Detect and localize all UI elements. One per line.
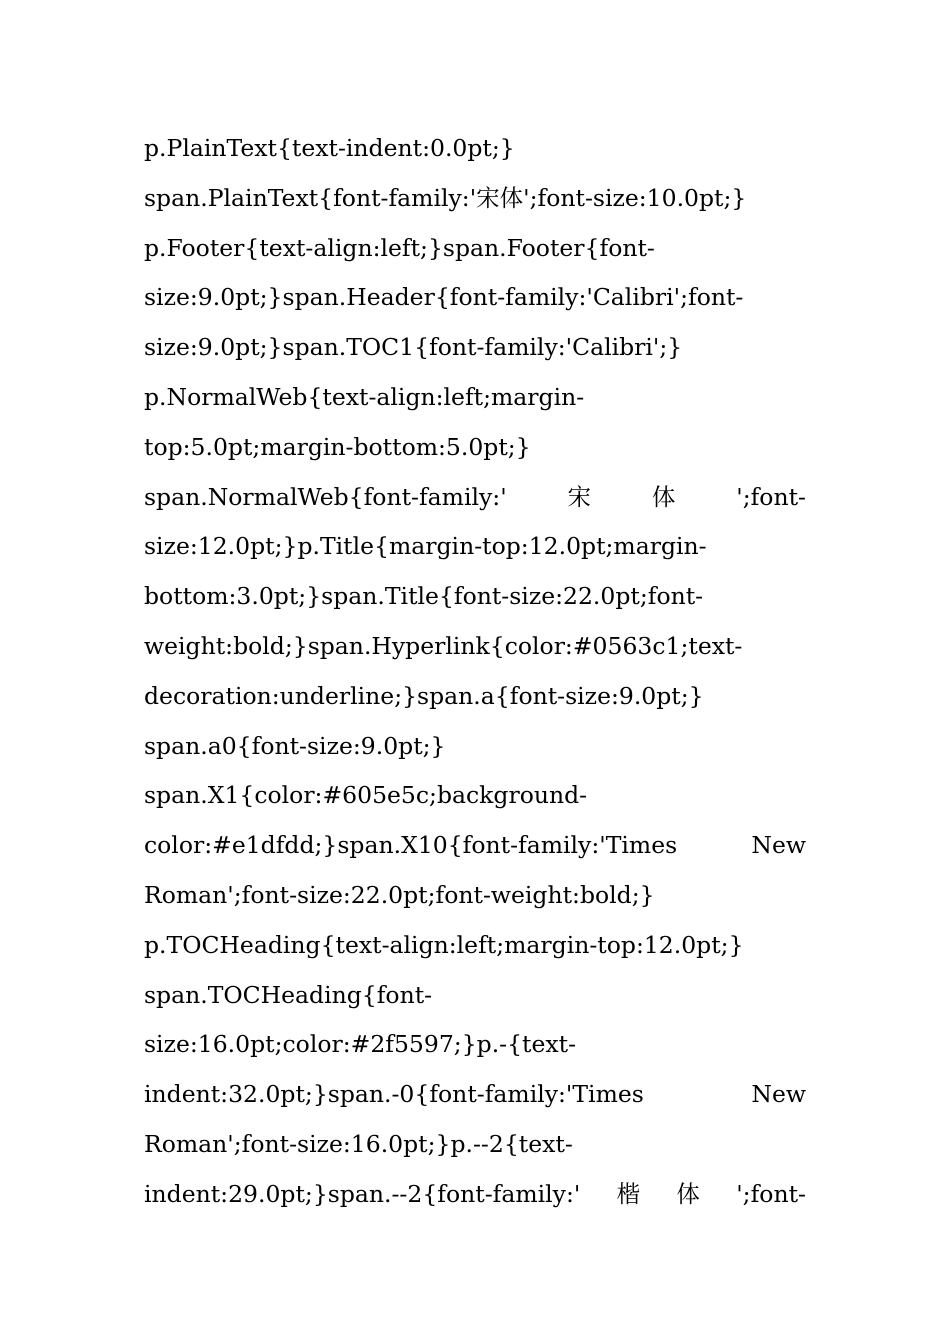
text-line: p.TOCHeading{text-align:left;margin-top:12.0pt;} (144, 930, 744, 959)
text-word: indent:32.0pt;}span.-0{font-family:'Times (144, 1080, 644, 1109)
text-line: span.PlainText{font-family:'宋体';font-size:10.0pt;} (144, 183, 747, 212)
text-line: p.PlainText{text-indent:0.0pt;} (144, 134, 515, 162)
text-line: Roman';font-size:16.0pt;}p.--2{text- (144, 1129, 573, 1158)
text-word: New (751, 1080, 806, 1109)
text-line (144, 1070, 806, 1120)
text-line: p.NormalWeb{text-align:left;margin- (144, 382, 585, 411)
text-line: decoration:underline;}span.a{font-size:9.0pt;} (144, 681, 704, 710)
document-body (144, 124, 806, 1220)
text-line: span.TOCHeading{font- (144, 980, 433, 1009)
text-line (144, 1170, 806, 1220)
text-line: size:12.0pt;}p.Title{margin-top:12.0pt;margin- (144, 532, 707, 561)
text-word: New (751, 831, 806, 860)
text-word: 体 (651, 482, 676, 511)
text-word: ';font- (736, 1179, 806, 1208)
text-line: bottom:3.0pt;}span.Title{font-size:22.0pt;font- (144, 582, 704, 611)
text-line: Roman';font-size:22.0pt;font-weight:bold;} (144, 880, 655, 909)
text-line: span.a0{font-size:9.0pt;} (144, 731, 446, 760)
text-line: size:16.0pt;color:#2f5597;}p.-{text- (144, 1030, 577, 1059)
text-word: 宋 (567, 482, 592, 511)
text-line: size:9.0pt;}span.Header{font-family:'Calibri';font- (144, 283, 744, 312)
text-line: p.Footer{text-align:left;}span.Footer{font- (144, 233, 655, 262)
text-word: 楷 (616, 1179, 641, 1208)
text-line (144, 821, 806, 871)
text-line: top:5.0pt;margin-bottom:5.0pt;} (144, 432, 531, 461)
text-word: 体 (676, 1179, 700, 1208)
text-line: size:9.0pt;}span.TOC1{font-family:'Calibri';} (144, 333, 683, 362)
text-word: span.NormalWeb{font-family:' (144, 482, 507, 511)
text-word: indent:29.0pt;}span.--2{font-family:' (144, 1179, 581, 1208)
text-word: ';font- (736, 482, 806, 511)
text-word: color:#e1dfdd;}span.X10{font-family:'Times (144, 831, 678, 860)
text-line: span.X1{color:#605e5c;background- (144, 781, 588, 810)
text-line: weight:bold;}span.Hyperlink{color:#0563c1;text- (144, 631, 743, 660)
text-line (144, 473, 806, 523)
